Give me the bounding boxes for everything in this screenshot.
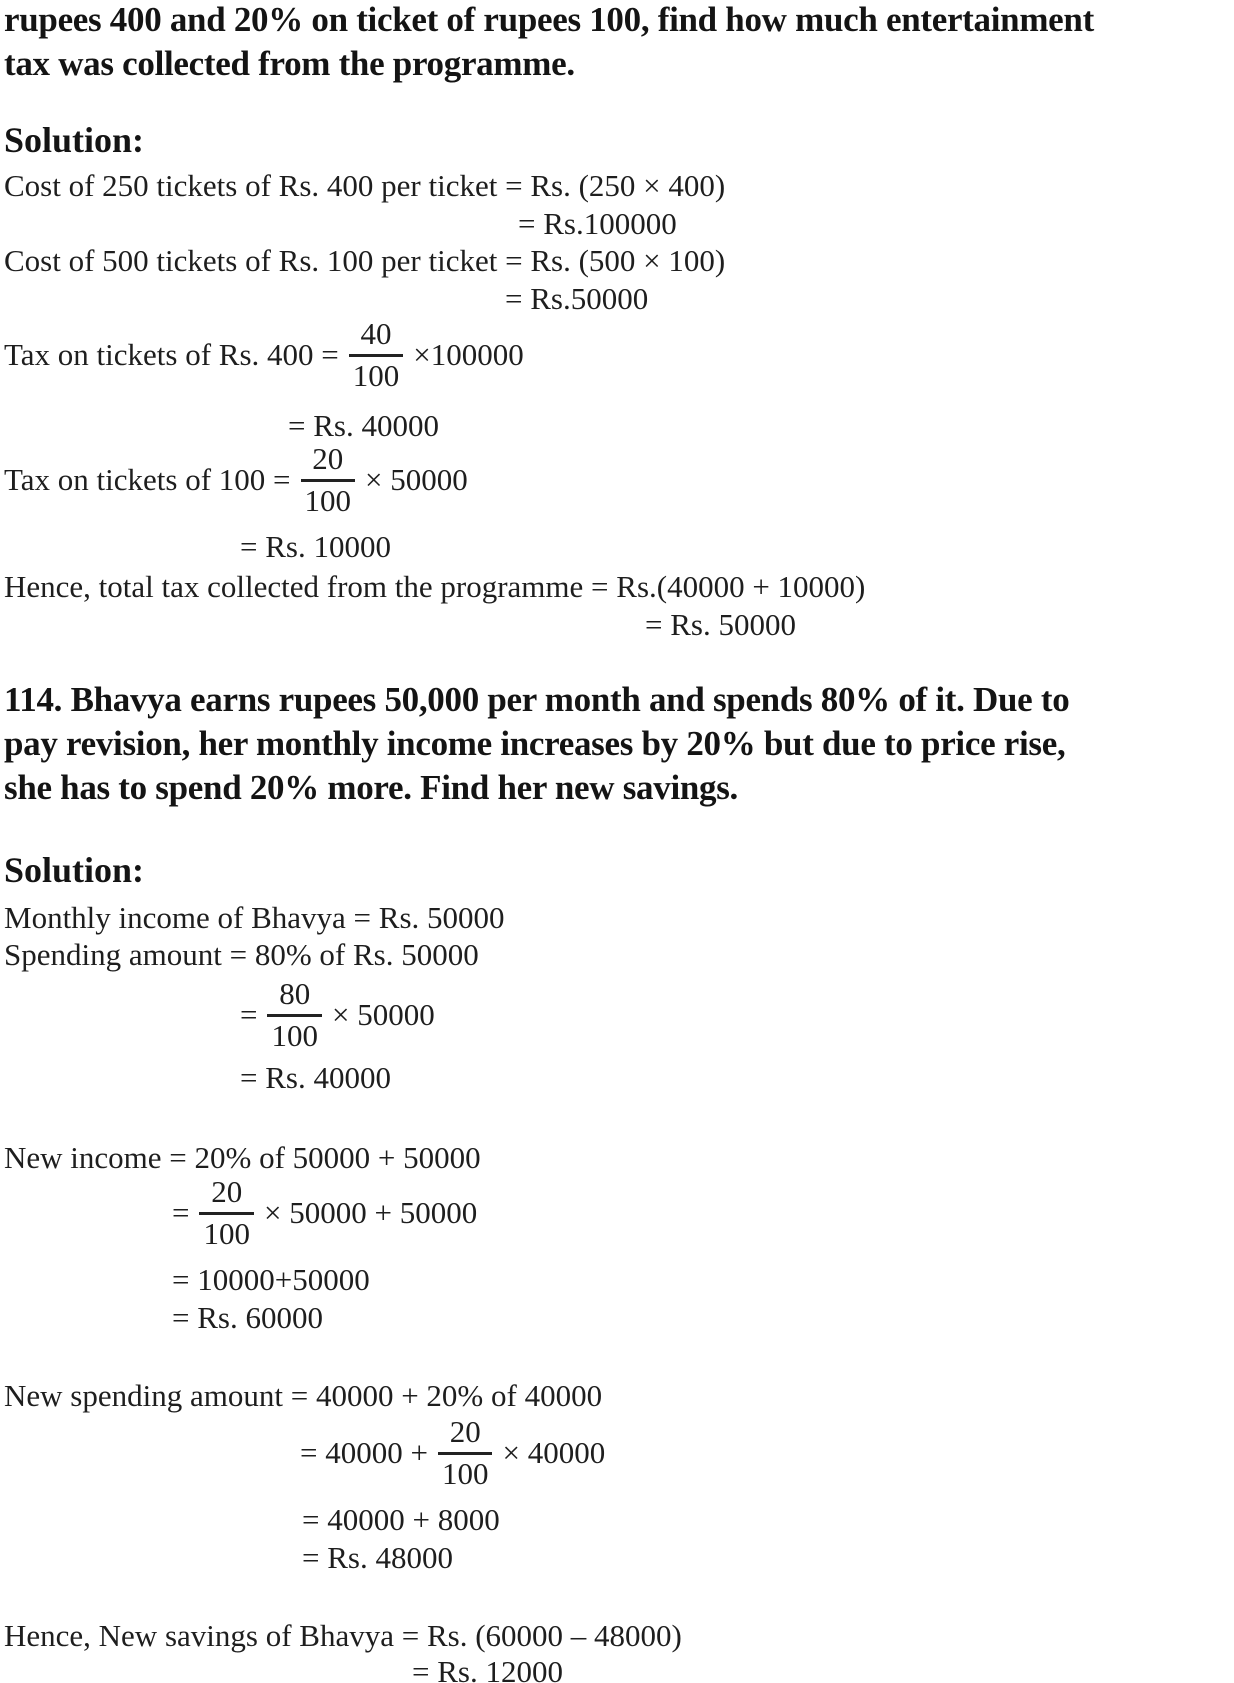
- question-114-text-line-1: 114. Bhavya earns rupees 50,000 per month and spends 80% of it. Due to: [4, 680, 1070, 719]
- question-114-text-line-2: pay revision, her monthly income increases by 20% but due to price rise,: [4, 724, 1066, 763]
- spending-result-line: = Rs. 40000: [240, 1060, 391, 1095]
- solution-1-heading: Solution:: [4, 120, 145, 160]
- fraction-denominator: 100: [349, 354, 404, 393]
- tax-on-100-suffix: × 50000: [365, 462, 468, 498]
- cost-500-result-line: = Rs.50000: [505, 281, 649, 316]
- question-113-text-line-1: rupees 400 and 20% on ticket of rupees 100, find how much entertainment: [4, 0, 1094, 39]
- tax-on-100-equation: [4, 443, 468, 517]
- cost-500-tickets-line: Cost of 500 tickets of Rs. 100 per ticket = Rs. (500 × 100): [4, 243, 726, 278]
- new-income-equals: =: [172, 1195, 190, 1231]
- total-tax-result-line: = Rs. 50000: [645, 607, 796, 642]
- question-113-text-line-2: tax was collected from the programme.: [4, 44, 575, 83]
- fraction-20-over-100: [438, 1416, 493, 1490]
- tax-on-400-result-line: = Rs. 40000: [288, 408, 439, 443]
- cost-250-tickets-line: Cost of 250 tickets of Rs. 400 per ticket = Rs. (250 × 400): [4, 168, 726, 203]
- tax-on-400-equation: [4, 318, 524, 392]
- solution-2-heading: Solution:: [4, 850, 145, 890]
- fraction-denominator: 100: [301, 479, 356, 518]
- new-spending-prefix: = 40000 +: [300, 1435, 428, 1471]
- fraction-20-over-100: [301, 443, 356, 517]
- new-income-result-line: = Rs. 60000: [172, 1300, 323, 1335]
- fraction-denominator: 100: [438, 1452, 493, 1491]
- fraction-numerator: 20: [211, 1174, 243, 1209]
- tax-on-400-prefix: Tax on tickets of Rs. 400 =: [4, 337, 339, 373]
- new-spending-suffix: × 40000: [502, 1435, 606, 1471]
- spending-amount-equation: [240, 978, 435, 1052]
- new-income-equation: [172, 1176, 477, 1250]
- cost-250-result-line: = Rs.100000: [518, 206, 677, 241]
- fraction-numerator: 20: [449, 1414, 481, 1449]
- spending-suffix: × 50000: [331, 997, 435, 1033]
- new-spending-line: New spending amount = 40000 + 20% of 40000: [4, 1378, 603, 1413]
- spending-equals: =: [240, 997, 258, 1033]
- fraction-denominator: 100: [267, 1014, 322, 1053]
- tax-on-100-result-line: = Rs. 10000: [240, 529, 391, 564]
- spending-amount-line: Spending amount = 80% of Rs. 50000: [4, 937, 479, 972]
- question-114-text-line-3: she has to spend 20% more. Find her new savings.: [4, 768, 738, 807]
- new-savings-line: Hence, New savings of Bhavya = Rs. (60000 – 48000): [4, 1618, 682, 1653]
- tax-on-100-prefix: Tax on tickets of 100 =: [4, 462, 291, 498]
- new-income-step-line: = 10000+50000: [172, 1262, 370, 1297]
- new-income-line: New income = 20% of 50000 + 50000: [4, 1140, 481, 1175]
- fraction-20-over-100: [199, 1176, 254, 1250]
- new-spending-equation: [300, 1416, 605, 1490]
- fraction-numerator: 20: [312, 441, 344, 476]
- fraction-40-over-100: [349, 318, 404, 392]
- new-spending-step-line: = 40000 + 8000: [302, 1502, 500, 1537]
- new-spending-result-line: = Rs. 48000: [302, 1540, 453, 1575]
- fraction-80-over-100: [267, 978, 322, 1052]
- monthly-income-line: Monthly income of Bhavya = Rs. 50000: [4, 900, 505, 935]
- total-tax-line: Hence, total tax collected from the programme = Rs.(40000 + 10000): [4, 569, 866, 604]
- tax-on-400-suffix: ×100000: [413, 337, 524, 373]
- new-savings-result-line: = Rs. 12000: [412, 1654, 563, 1683]
- new-income-suffix: × 50000 + 50000: [263, 1195, 478, 1231]
- fraction-denominator: 100: [199, 1212, 254, 1251]
- fraction-numerator: 80: [279, 976, 311, 1011]
- fraction-numerator: 40: [360, 316, 392, 351]
